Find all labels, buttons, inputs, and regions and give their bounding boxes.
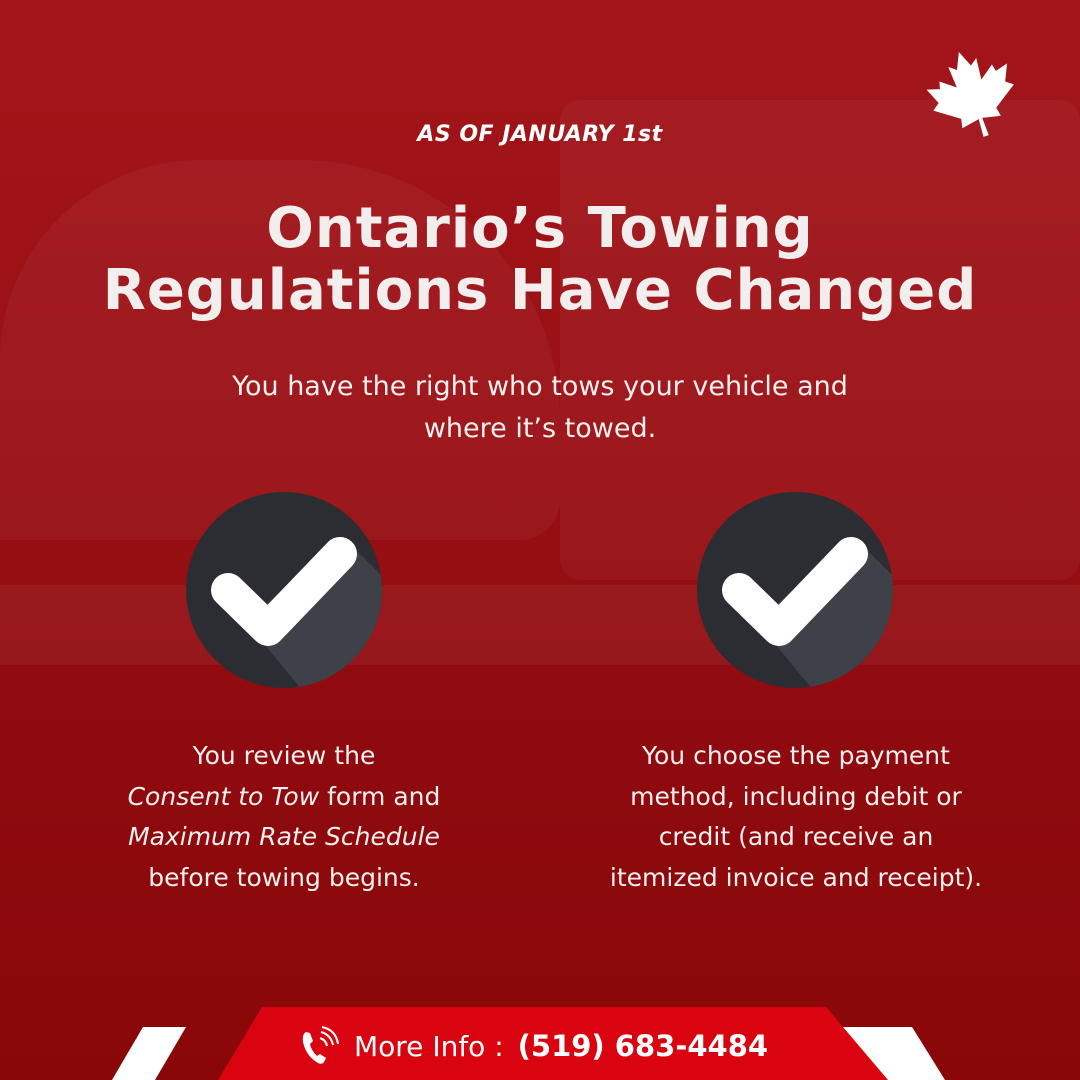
feature-line <box>84 817 484 858</box>
feature-text: form and <box>319 781 441 811</box>
effective-date: AS OF JANUARY 1st <box>417 122 663 147</box>
title-line-1: Ontario’s Towing <box>266 196 814 261</box>
phone-icon <box>300 1026 340 1066</box>
checkmark-icon <box>697 492 893 688</box>
feature-line: itemized invoice and receipt). <box>609 862 983 892</box>
subtitle-line-1: You have the right who tows your vehicle and <box>232 371 848 402</box>
phone-number-link[interactable]: (519) 683-4484 <box>517 1029 769 1063</box>
background-deck-shape <box>0 585 1080 665</box>
feature-line: method, including debit or <box>630 781 962 811</box>
subtitle-line-2: where it’s towed. <box>423 413 657 444</box>
feature-consent-review <box>84 736 484 898</box>
page-title <box>0 198 1080 322</box>
title-line-2: Regulations Have Changed <box>102 258 978 323</box>
maximum-rate-schedule-term: Maximum Rate Schedule <box>128 822 440 851</box>
feature-line: You review the <box>192 741 376 770</box>
feature-payment-method <box>566 736 1026 898</box>
contact-info <box>300 1026 768 1066</box>
feature-line <box>84 777 484 818</box>
feature-line: You choose the payment <box>642 741 950 770</box>
consent-to-tow-term: Consent to Tow <box>127 781 320 811</box>
subtitle <box>190 366 890 450</box>
more-info-label: More Info : <box>354 1029 504 1063</box>
feature-line: before towing begins. <box>148 862 420 892</box>
feature-line: credit (and receive an <box>658 822 934 851</box>
checkmark-icon <box>186 492 382 688</box>
